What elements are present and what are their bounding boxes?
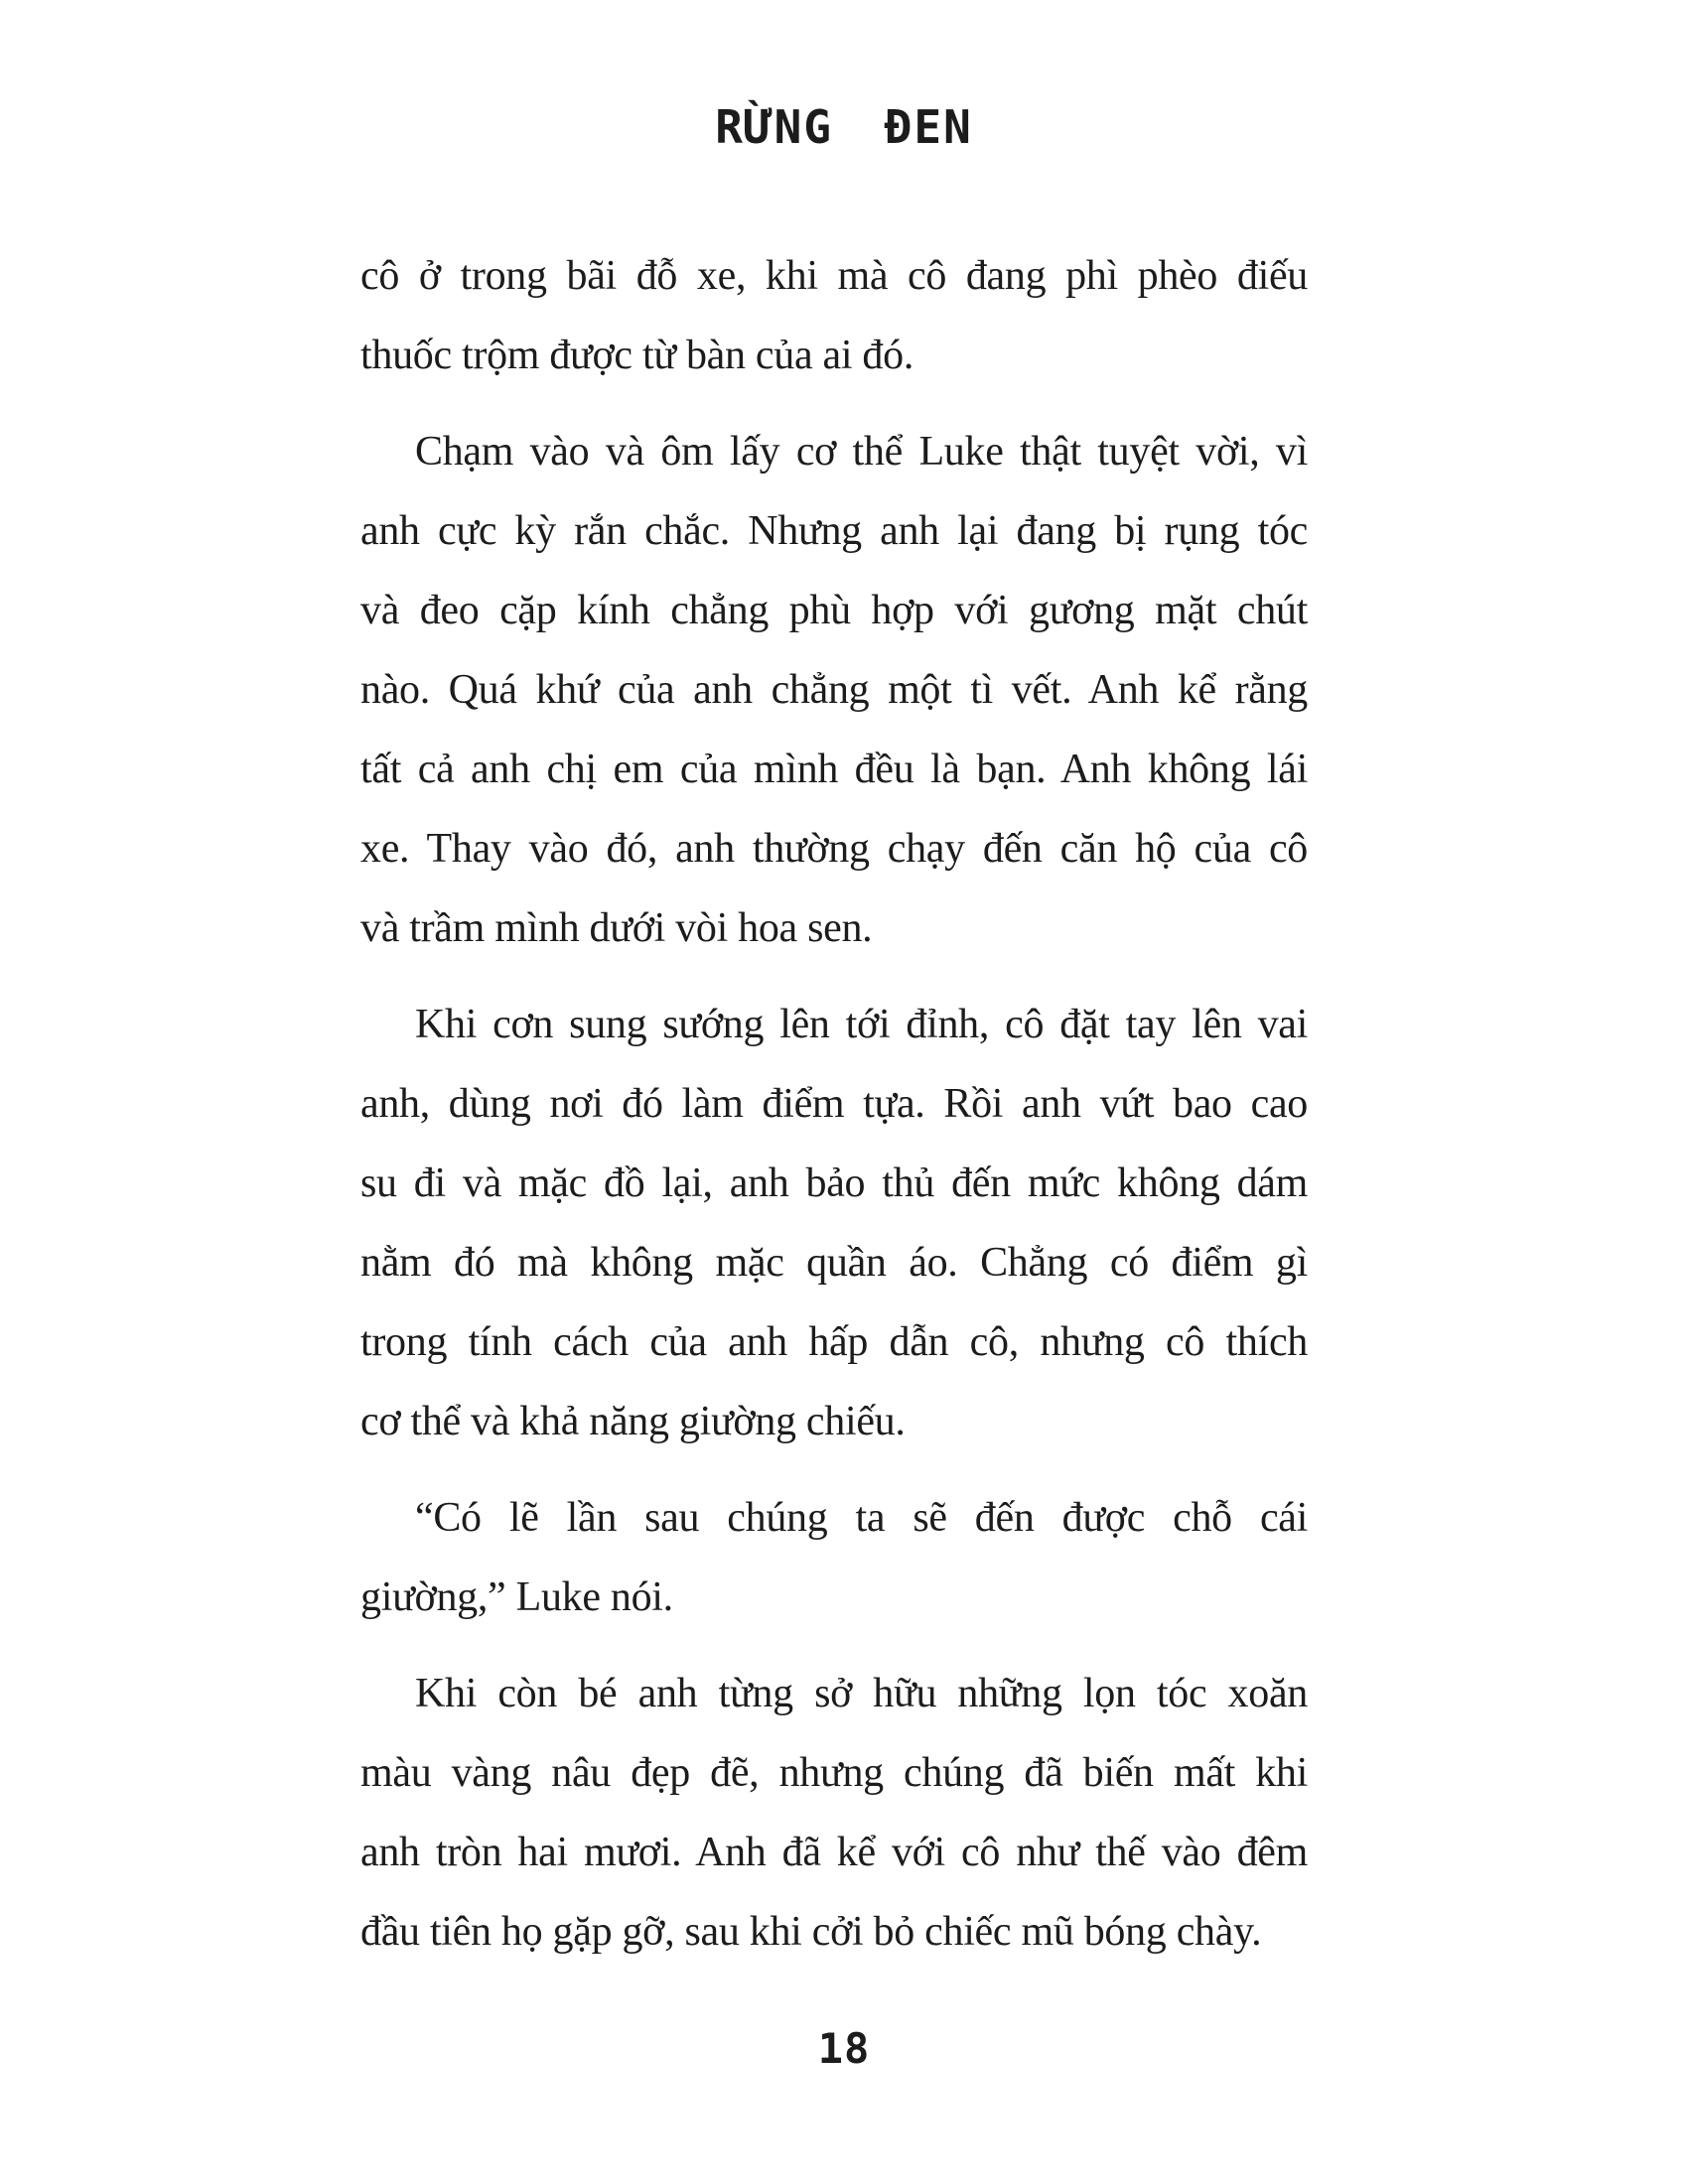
body-text [360, 236, 1308, 1972]
body-text-line: nào. Quá khứ của anh chẳng một tì vết. Anh kể rằng [360, 667, 1308, 713]
body-text-line: anh tròn hai mươi. Anh đã kể với cô như thế vào đêm [360, 1830, 1308, 1875]
body-text-line: xe. Thay vào đó, anh thường chạy đến căn hộ của cô [360, 826, 1308, 872]
paragraph [360, 1478, 1308, 1637]
body-text-line: cơ thể và khả năng giường chiếu. [360, 1399, 906, 1444]
body-text-line: “Có lẽ lần sau chúng ta sẽ đến được chỗ cái [415, 1495, 1308, 1541]
running-head: RỪNG ĐEN [715, 100, 973, 154]
paragraph [360, 236, 1308, 395]
body-text-line: anh cực kỳ rắn chắc. Nhưng anh lại đang bị rụng tóc [360, 508, 1308, 554]
body-text-line: nằm đó mà không mặc quần áo. Chẳng có điểm gì [360, 1240, 1308, 1286]
body-text-line: tất cả anh chị em của mình đều là bạn. Anh không lái [360, 747, 1308, 792]
paragraph [360, 985, 1308, 1461]
body-text-line: trong tính cách của anh hấp dẫn cô, nhưng cô thích [360, 1319, 1308, 1365]
body-text-line: anh, dùng nơi đó làm điểm tựa. Rồi anh vứt bao cao [360, 1081, 1308, 1127]
body-text-line: su đi và mặc đồ lại, anh bảo thủ đến mức không dám [360, 1160, 1308, 1206]
body-text-line: màu vàng nâu đẹp đẽ, nhưng chúng đã biến mất khi [360, 1750, 1308, 1796]
body-text-line: cô ở trong bãi đỗ xe, khi mà cô đang phì phèo điếu [360, 253, 1308, 299]
page-number: 18 [817, 2024, 871, 2073]
paragraph [360, 1654, 1308, 1972]
body-text-line: Khi còn bé anh từng sở hữu những lọn tóc xoăn [415, 1671, 1308, 1716]
body-text-line: Khi cơn sung sướng lên tới đỉnh, cô đặt tay lên vai [415, 1002, 1308, 1047]
body-text-line: và đeo cặp kính chẳng phù hợp với gương mặt chút [360, 588, 1308, 633]
paragraph [360, 412, 1308, 968]
body-text-line: giường,” Luke nói. [360, 1574, 673, 1620]
body-text-line: đầu tiên họ gặp gỡ, sau khi cởi bỏ chiếc mũ bóng chày. [360, 1909, 1262, 1955]
body-text-line: và trầm mình dưới vòi hoa sen. [360, 905, 873, 951]
body-text-line: thuốc trộm được từ bàn của ai đó. [360, 333, 914, 378]
body-text-line: Chạm vào và ôm lấy cơ thể Luke thật tuyệt vời, vì [415, 429, 1308, 475]
